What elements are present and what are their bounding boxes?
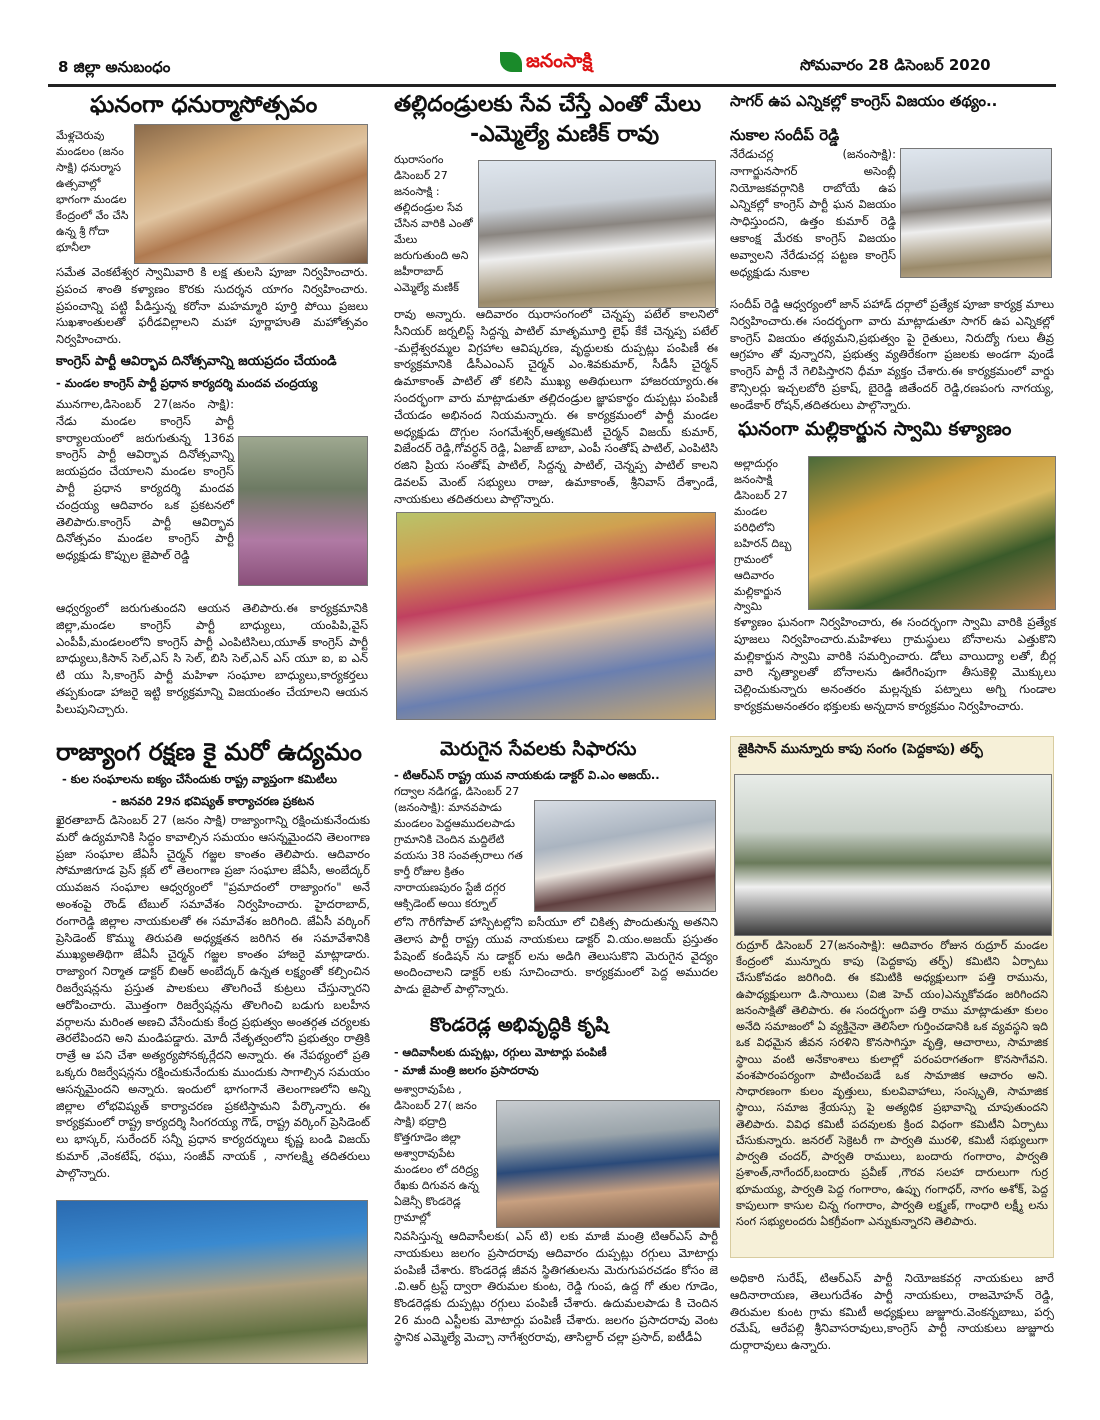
article9-headline: జైకిసాన్ మున్నూరు కాపు సంగం (పెద్దకాపు) తర్ఫ్ [738, 742, 983, 757]
article5-side-text: అల్లాదుర్గం జనంసాక్షి డిసెంబర్ 27 మండల పరిధిలోని బహిరన్ దిబ్బ గ్రామంలో ఆదివారం మల్లికార్జున స్వామి [734, 457, 792, 614]
distribution-photo [496, 1100, 720, 1228]
article9-body: రుద్రూర్ డిసెంబర్ 27(జనంసాక్షి): ఆదివారం రోజున రుద్రూర్ మండల కేంద్రంలో మున్నూరు కాపు (పెద్దకాపు తర్ఫ్) కమిటిని ఏర్పాటు చేసుకోవడం జరిగింది. ఈ కమిటికి అధ్యక్షులుగా పత్తి రామును, ఉపాధ్యక్షులుగా డి.సాయిలు (విజి హెచ్ యం)ఎన్నుకోవడం జరిగిందని జనంసాక్షితో తెలిపారు. ఈ సందర్భంగా పత్తి రాము మాట్లాడుతూ కులం అనేది సమాజంలో ఏ వ్యక్తినైనా తెలిసేలా గుర్తించడానికి ఒక వ్యవస్థని ఇది ఒక విధమైన జీవన సరళిని కొనసాగిస్తూ వృత్తి, ఆచారాలు, సామాజిక స్థాయి వంటి అనేకాంశాలు కులాల్లో పరంపరాగతంగా కొనసాగేవని. వంశపారంపర్యంగా పాటించబడే ఒక సామాజిక ఆచారం అని. సాధారణంగా కులం వృత్తులు, కులవివాహాలు, సంస్కృతి, సామాజిక స్థాయి, సమాజ శ్రేయస్సు పై అత్యధిక ప్రభావాన్ని చూపుతుందని తెలిపారు. వివిధ కమిటీ పదవులకు క్రింద విధంగా కమిటీని ఏర్పాటు చేసుకున్నారు. జనరల్ సెక్రెటరీ గా పార్వతి మురళి, కమిటీ సభ్యులుగా పార్వతి చందర్, పార్వతి రాములు, బందారు గంగారాం, పార్వతి ప్రశాంత్,నాగేందర్,బందారు ప్రవీణ్ ,గౌరవ సలహా దారులుగా గుర్ర భూమయ్య, పార్వతి పెద్ద గంగారాం, ఉప్పు గంగాధర్, నాగం అశోక్, పెద్ద కాపులుగా కాసుల చిన్న గంగారాం, పార్వతి లక్ష్మణ్, గాంధారి లక్ష్మీ లను సంగ సభ్యులందరు ఏకగ్రీవంగా ఎన్నుకున్నారని తెలిపారు. [736, 939, 1048, 1228]
article3-side-text: నేరేడుచర్ల (జనంసాక్షి): నాగార్జునసాగర్ అసెంబ్లీ నియోజకవర్గానికి రాబోయే ఉప ఎన్నికల్లో కాంగ్రెస్ పార్టీ ఘన విజయం సాధిస్తుందని, ఉత్తం కుమార్ రెడ్డి ఆకాంక్ష మేరకు కాంగ్రెస్ విజయం అవ్వాలని నేరేడుచర్ల పట్టణ కాంగ్రెస్ అధ్యక్షుడు నుకాల [730, 147, 896, 279]
statue-unveiling-photo [478, 160, 716, 308]
article7-subhead: - టిఆర్ఎస్ రాష్ట్ర యువ నాయకుడు డాక్టర్ వి.ఎం అజయ్.. [394, 768, 660, 782]
committee-photo [734, 774, 1052, 936]
article3-subhead: నుకాల సందీప్ రెడ్డి [730, 126, 840, 144]
page-label: 8 జిల్లా అనుబంధం [58, 58, 171, 76]
portrait-photo [238, 436, 368, 586]
article7-headline: మెరుగైన సేవలకు సిఫారసు [440, 738, 637, 760]
article3-body: సందీప్ రెడ్డి ఆధ్వర్యంలో జాన్ పహాడ్ దర్గాలో ప్రత్యేక పూజా కార్యక్ర మాలు నిర్వహించారు.ఈ సందర్భంగా వారు మాట్లాడుతూ సాగర్ ఉప ఎన్నికల్లో కాంగ్రెస్ విజయం తథ్యమని,ప్రభుత్వం పై రైతులు, నిరుద్యో గులు తీవ్ర ఆగ్రహం తో వున్నారని, ప్రభుత్వ వ్యతిరేకంగా ప్రజలకు అండగా వుండే కాంగ్రెస్ పార్టీ నే గెలిపిస్తారని ధీమా వ్యక్తం చేశారు.ఈ కార్యక్రమంలో వార్డు కౌన్సిలర్లు ఇచ్చలబోరి ప్రకాష్, బైరెడ్డి జితేందర్ రెడ్డి,రణపంగు నాగయ్య, అండేకార్ రోషన్,తదితరులు పాల్గొన్నారు. [730, 297, 1054, 412]
newspaper-logo [496, 50, 636, 76]
bonalu-festival-photo [808, 456, 1056, 610]
logo-text: జనంసాక్షి [526, 50, 593, 72]
article8-continued: అధికారి సురేష్, టిఆర్ఎస్ పార్టీ నియోజకవర్గ నాయకులు జారే ఆదినారాయణ, తెలుగుదేశం పార్టీ నాయకులు, రాజమోహన్ రెడ్డి, తిరుమల కుంట గ్రామ కమిటీ అధ్యక్షులు జుజ్జూరు.వెంకన్నబాబు, పర్స రమేష్, ఆరేపల్లి శ్రీనివాసరావులు,కాంగ్రెస్ పార్టీ నాయకులు జుజ్జూరు దుర్గారావులు ఉన్నారు. [730, 1271, 1054, 1353]
article1-side-text: మేళ్లచెరువు మండలం (జనం సాక్షి) ధనుర్మాస ఉత్సవాల్లో భాగంగా మండల కేంద్రంలో వేం చేసి ఉన్న శ్రీ గోదా భూనీలా [56, 129, 129, 254]
article8-headline: కొండరెడ్ల అభివృద్ధికి కృషి [430, 1014, 609, 1036]
article8-side-text: అశ్వారావుపేట , డిసెంబర్ 27( జనం సాక్షి) భద్రాద్రి కొత్తగూడెం జిల్లా అశ్వారావుపేట మండలం లో దరిద్ర్య రేఖకు దిగువన ఉన్న ఏజెన్సీ కొండరెడ్ల గ్రామాల్లో [394, 1083, 479, 1224]
article8-body: నివసిస్తున్న ఆదివాసీలకు( ఎస్ టి) లకు మాజీ మంత్రి టిఆర్ఎస్ పార్టీ నాయకులు జలగం ప్రసాదరావు ఆదివారం దుప్పట్లు రగ్గులు మోటార్లు పంపిణీ చేశారు. కొండరెడ్ల జీవన స్థితిగతులను మెరుగుపరచడం కోసం జె .వి.ఆర్ ట్రస్ట్ ద్వారా తిరుమల కుంట, రెడ్డి గుంప, ఉద్ద గో తుల గూడెం, కొండరెడ్లకు దుప్పట్లు రగ్గులు పంపిణీ చేశారు. ఉదుమలపాడు కి చెందిన 26 మంది ఎస్టీలకు మోటార్లు పంపిణీ చేశారు. జలగం ప్రసాదరావు వెంట స్థానిక ఎమ్మెల్యే మెచ్చా నాగేశ్వరరావు, తాసిల్దార్ చల్లా ప్రసాద్, ఐటీడీఏ [394, 1229, 718, 1344]
leaf-icon [500, 52, 522, 72]
hospital-visit-photo [534, 800, 716, 912]
article8-subhead-1: - ఆదివాసీలకు దుప్పట్లు, రగ్గులు మోటార్లు పంపిణీ [394, 1046, 607, 1059]
article4-body: ఆధ్వర్యంలో జరుగుతుందని ఆయన తెలిపారు.ఈ కార్యక్రమానికి జిల్లా,మండల కాంగ్రెస్ పార్టీ బాధ్యులు, యంపిపి,వైస్ ఎంపీపీ,మండలంలోని కాంగ్రెస్ పార్టీ ఎంపిటిసిలు,యూత్ కాంగ్రెస్ పార్టీ బాధ్యులు,కిసాన్ సెల్,ఎస్ సి సెల్, బిసి సెల్,ఎన్ ఎస్ యూ ఐ, ఐ ఎన్ టి యు సి,కాంగ్రెస్ పార్టీ మహిళా సంఘాల బాధ్యులు,కార్యకర్తలు తప్పకుండా హాజరై ఇట్టి కార్యక్రమాన్ని విజయంతం చేయాలని ఆయన పిలుపునిచ్చారు. [56, 601, 368, 716]
temple-ritual-photo [134, 124, 368, 264]
article2-side-text: ఝరాసంగం డిసెంబర్ 27 జనంసాక్షి : తల్లిదండ్రుల సేవ చేసిన వారికి ఎంతో మేలు జరుగుతుంది అని జహీరాబాద్ ఎమ్మెల్యే మణిక్ [394, 153, 473, 294]
press-meet-photo [56, 1200, 368, 1364]
article2-body: రావు అన్నారు. ఆదివారం ఝరాసంగంలో చెన్నప్ప పటేల్ కాలనిలో సీనియర్ జర్నలిస్ట్ సిద్దన్న పాటిల్ మాతృమూర్తి లైఫ్ కేకే చెన్నప్ప పటేల్ -మల్లేశ్వరమ్మల విగ్రహాల ఆవిష్కరణ, వృద్ధులకు దుప్పట్లు పంపిణీ ఈ కార్యక్రమానికి డీసీఎంఎస్ చైర్మన్ ఎం.శివకుమార్, సీడీసీ చైర్మన్ ఉమాకాంత్ పాటిల్ తో కలిసి ముఖ్య అతిథులుగా హాజరయ్యారు.ఈ సందర్భంగా వారు మాట్లాడుతూ తల్లిదండ్రుల జ్ఞాపకార్థం దుప్పట్లు పంపిణీ చేయడం అభినంద నియమన్నారు. ఈ కార్యక్రమంలో పార్టీ మండల అధ్యక్షుడు దొగ్గుల సంగమేశ్వర్,ఆత్మకమిటీ చైర్మన్ విజయ్ కుమార్, విజేందర్ రెడ్డి,గోవర్ధన్ రెడ్డి, ఏజాజ్ బాబా, ఎంపీ సంతోష్ పాటిల్, ఎంపిటిసి రజిని ప్రియ సంతోష్ పాటిల్, సిద్దన్న పాటిల్, చెన్నప్ప పాటిల్ కాలని డెవలప్ మెంట్ సభ్యులు రాజు, ఉమాకాంత్, శ్రీనివాస్ దేశ్పాండే, నాయకులు తదితరులు పాల్గొన్నారు. [394, 307, 718, 506]
article8-subhead-2: - మాజీ మంత్రి జలగం ప్రసాదరావు [394, 1064, 539, 1077]
issue-date: సోమవారం 28 డిసెంబర్ 2020 [800, 56, 991, 74]
article2-headline-2: -ఎమ్మెల్యే మణిక్ రావు [470, 122, 660, 147]
article7-side-text: గద్వాల నడిగడ్డ, డిసెంబర్ 27 (జనంసాక్షి): మానవపాడు మండలం పెద్దఆముదలపాడు గ్రామానికి చెందిన మద్దిలేటి వయసు 38 సంవత్సరాలు గత కార్తీ రోజుల క్రితం నారాయణపురం స్టేజీ దగ్గర ఆక్సిడెంట్ అయి కర్నూల్ [394, 785, 523, 910]
article6-headline: రాజ్యాంగ రక్షణ కై మరో ఉద్యమం [56, 738, 362, 766]
article1-body: సమేత వెంకటేశ్వర స్వామివారి కి లక్ష తులసి పూజా నిర్వహించారు. ప్రపంచ శాంతి కళ్యాణం కొరకు సుదర్శన యాగం నిర్వహించారు. ప్రపంచాన్ని పట్టి పీడిస్తున్న కరోనా మహమ్మారి పూర్తి పోయి ప్రజలు సుఖశాంతులతో ఫరీడవిల్లాలని మహా పూర్ణాహుతి మహోత్సవం నిర్వహించారు. [56, 265, 368, 347]
article4-headline: కాంగ్రెస్ పార్టీ ఆవిర్భావ దినోత్సవాన్ని జయప్రదం చేయండి [56, 354, 337, 369]
article4-side-text: మునగాల,డిసెంబర్ 27(జనం సాక్షి): నేడు మండల కాంగ్రెస్ పార్టీ కార్యాలయంలో జరుగుతున్న 136వ కాంగ్రెస్ పార్టీ ఆవిర్భావ దినోత్సవాన్ని జయప్రదం చేయాలని మండల కాంగ్రెస్ పార్టీ ప్రధాన కార్యదర్శి మందవ చంద్రయ్య ఆదివారం ఒక ప్రకటనలో తెలిపారు.కాంగ్రెస్ పార్టీ ఆవిర్భావ దినోత్సవం మండల కాంగ్రెస్ పార్టీ అధ్యక్షుడు కొప్పుల జైపాల్ రెడ్డి [56, 397, 234, 563]
article4-subhead: - మండల కాంగ్రెస్ పార్టీ ప్రధాన కార్యదర్శి మందవ చంద్రయ్య [56, 376, 318, 390]
group-photo [396, 512, 716, 720]
article1-headline: ఘనంగా ధనుర్మాసోత్సవం [90, 92, 318, 118]
dargah-prayer-photo [900, 148, 1052, 278]
article6-subhead-2: - జనవరి 29న భవిష్యత్ కార్యాచరణ ప్రకటన [112, 794, 315, 808]
article6-subhead-1: - కుల సంఘాలను ఐక్యం చేసేందుకు రాష్ట్ర వ్యాప్తంగా కమిటీలు [62, 772, 338, 786]
article7-body: లోని గౌరీగోపాల్ హాస్పిటల్లోని ఐసీయూ లో చికిత్స పొందుతున్న అతనిని తెలాస పార్టీ రాష్ట్ర యువ నాయకులు డాక్టర్ వి.యం.అజయ్ ప్రస్తుతం పేషెంట్ కండిషన్ ను డాక్టర్ లను అడిగి తెలుసుకొని మెరుగైన వైద్యం అందించాలని డాక్టర్ లకు సూచించారు. కార్యక్రమంలో పెద్ద అముదల పాడు జైపాల్ పాల్గొన్నారు. [394, 915, 718, 997]
article6-body: ఖైరతాబాద్ డిసెంబర్ 27 (జనం సాక్షి) రాజ్యాంగాన్ని రక్షించుకునేందుకు మరో ఉద్యమానికి సిద్ధం కావాల్సిన సమయం ఆసన్నమైందని తెలంగాణ ప్రజా సంఘాల జేఏసీ చైర్మన్ గజ్జల కాంతం తెలిపారు. ఆదివారం సోమాజిగూడ ప్రెస్ క్లబ్ లో తెలంగాణ ప్రజా సంఘాల జేఏసీ, అంబేద్కర్ యువజన సంఘాల ఆధ్వర్యంలో "ప్రమాదంలో రాజ్యాంగం" అనే అంశంపై రౌండ్ టేబుల్ సమావేశం నిర్వహించారు. హైదరాబాద్, రంగారెడ్డి జిల్లాల నాయకులతో ఈ సమావేశం జరిగింది. జేఏసీ వర్కింగ్ ప్రెసిడెంట్ కొమ్ము తిరుపతి అధ్యక్షతన జరిగిన ఈ సమావేశానికి ముఖ్యఅతిథిగా జేఏసీ చైర్మన్ గజ్జల కాంతం హాజరై మాట్లాడారు. రాజ్యాంగ నిర్మాత డాక్టర్ బిఆర్ అంబేద్కర్ ఉన్నత లక్ష్యంతో కల్పించిన రిజర్వేషన్లను ప్రస్తుత పాలకులు తొలగించే కుట్రలు చేస్తున్నారని ఆరోపించారు. మొత్తంగా రిజర్వేషన్లను తొలగించి బడుగు బలహీన వర్గాలను మరింత అణచి వేసేందుకు కేంద్ర ప్రభుత్వం అంతర్గత చర్యలకు తెరలేపిందని అని మండిపడ్డారు. మోదీ నేతృత్వంలోని ప్రభుత్వం రాత్రికి రాత్రే ఆ పని చేశా అత్యర్యపోనక్కర్లేదని అన్నారు. ఈ నేపథ్యంలో ప్రతి ఒక్కరు రిజర్వేషన్లను రక్షించుకునేందుకు ముందుకు సాగాల్సిన సమయం ఆసన్నమైందని అన్నారు. ఇందులో భాగంగానే తెలంగాణలోని అన్ని జిల్లాల లోభవిష్యత్ కార్యాచరణ ప్రకటిస్తామని పేర్కొన్నారు. ఈ కార్యక్రమంలో రాష్ట్ర కార్యదర్శి సింగరయ్య గౌడ్, రాష్ట్ర వర్కింగ్ ప్రెసిడెంట్ లు భాస్కర్, సురేందర్ సన్నీ ప్రధాన కార్యదర్శులు కృష్ణ బండి విజయ్ కుమార్ ,వెంకటేష్, రఘు, సంజీవ్ నాయక్ , నాగలక్ష్మి తదితరులు పాల్గొన్నారు. [56, 813, 370, 1180]
article3-headline: సాగర్ ఉప ఎన్నికల్లో కాంగ్రెస్ విజయం తథ్యం.. [730, 92, 998, 110]
article5-body: కళ్యాణం ఘనంగా నిర్వహించారు, ఈ సందర్భంగా స్వామి వారికి ప్రత్యేక పూజలు నిర్వహించారు.మహిళలు గ్రామస్థులు బోనాలను ఎత్తుకొని మల్లికార్జున స్వామి వారికి సమర్పించారు. డోలు వాయిద్యా లతో, బీర్ల వారి నృత్యాలతో బోనాలను ఊరేగింపుగా తీసుకెళ్లి మొక్కులు చెల్లించుకున్నారు అనంతరం మల్లన్నకు పట్నాలు అగ్ని గుండాల కార్యక్రమఅనంతరం భక్తులకు అన్నదాన కార్యక్రమం నిర్వహించారు. [734, 615, 1056, 713]
article5-headline: ఘనంగా మల్లికార్జున స్వామి కళ్యాణం [738, 418, 1012, 440]
article2-headline: తల్లిదండ్రులకు సేవ చేస్తే ఎంతో మేలు [394, 92, 702, 117]
